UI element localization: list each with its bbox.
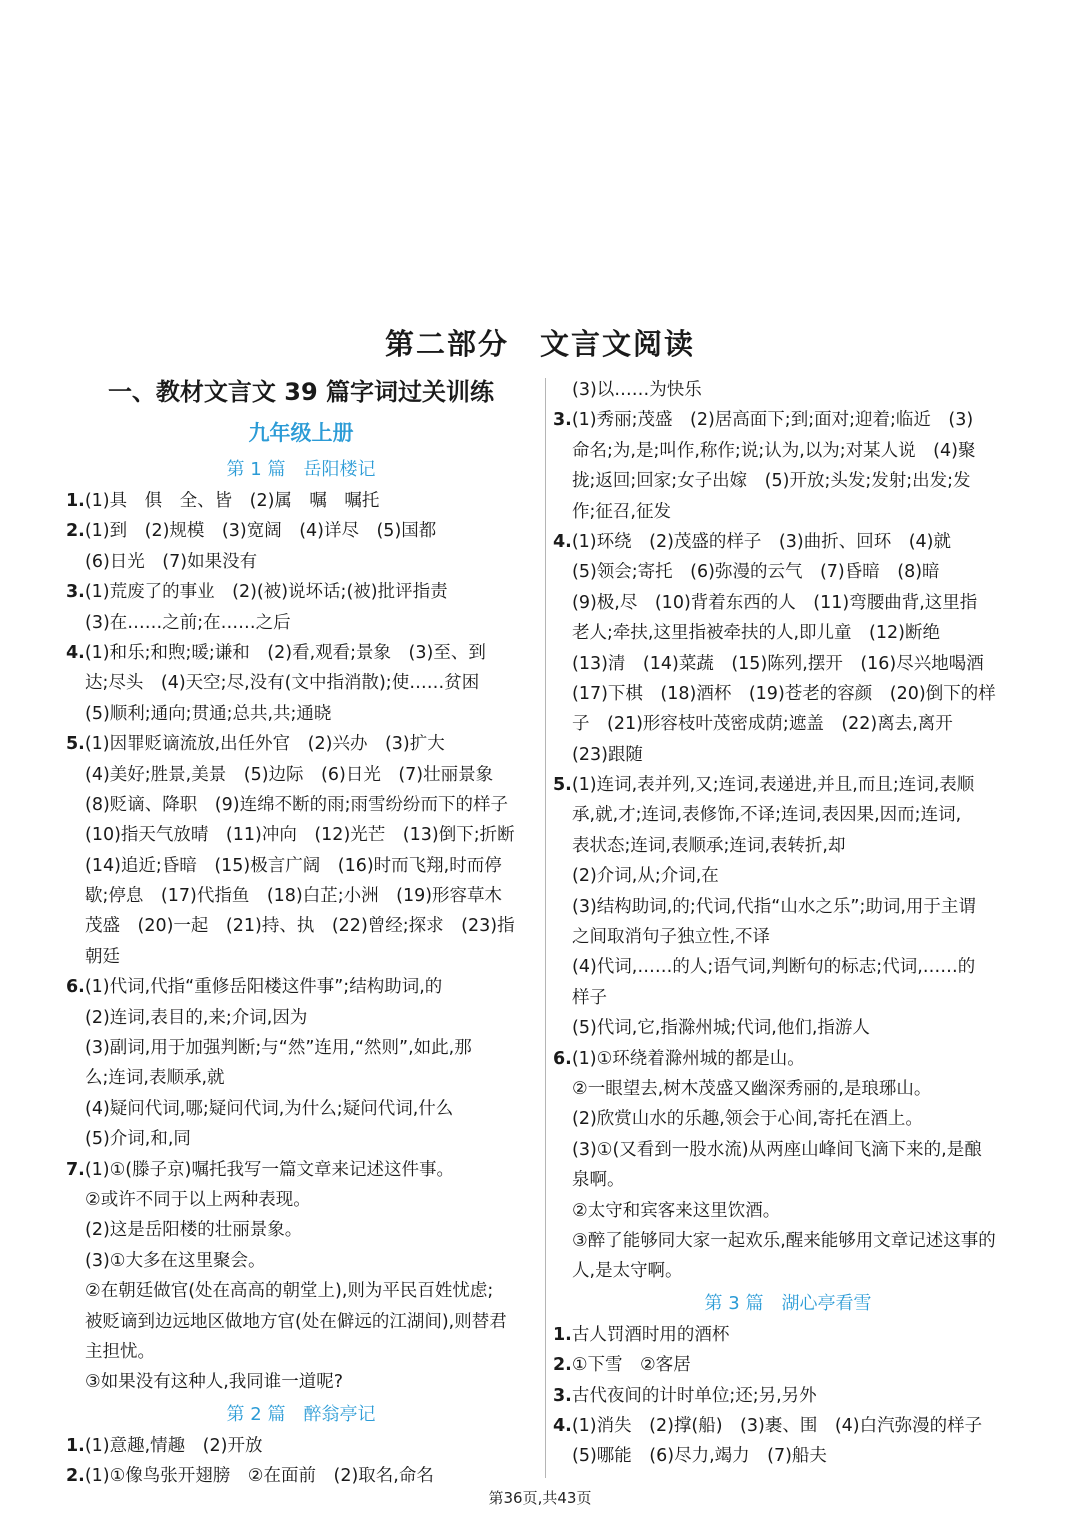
answer-text: 人,是太守啊。 [572, 1261, 683, 1282]
answer-text: 老人;牵扶,这里指被牵扶的人,即儿童 (12)断绝 [572, 623, 940, 644]
answer-text: 茂盛 (20)一起 (21)持、执 (22)曾经;探求 (23)指 [85, 916, 515, 937]
question-number: 2. [553, 1355, 572, 1376]
answer-line [66, 1307, 536, 1337]
answer-line [553, 405, 1023, 435]
answer-text: 古人罚酒时用的酒杯 [571, 1324, 730, 1345]
answer-line [66, 1063, 536, 1093]
answer-line [553, 649, 1023, 679]
part-title: 第二部分 文言文阅读 [384, 327, 695, 361]
answer-line [553, 588, 1023, 618]
answer-line [553, 861, 1023, 891]
answer-text: 子 (21)形容枝叶茂密成荫;遮盖 (22)离去,离开 [572, 714, 953, 735]
answer-text: (2)欣赏山水的乐趣,领会于心间,寄托在酒上。 [572, 1109, 923, 1130]
answer-text: 朝廷 [85, 946, 120, 967]
answer-line [553, 800, 1023, 830]
answer-text: 古代夜间的计时单位;还;另,另外 [571, 1385, 817, 1406]
question-number: 1. [553, 1324, 572, 1345]
answer-line [553, 375, 1023, 405]
answer-line [66, 1246, 536, 1276]
answer-line [66, 820, 536, 850]
answer-text: (3)以……为快乐 [572, 380, 702, 400]
answer-text: 么;连词,表顺承,就 [85, 1068, 225, 1089]
answer-line [66, 486, 536, 516]
column-divider [545, 378, 546, 1478]
answer-text: (2)这是岳阳楼的壮丽景象。 [85, 1220, 303, 1241]
answer-text: (9)极,尽 (10)背着东西的人 (11)弯腰曲背,这里指 [572, 592, 978, 613]
answer-text: 表状态;连词,表顺承;连词,表转折,却 [572, 835, 846, 856]
answer-line [553, 952, 1023, 982]
answer-line [553, 831, 1023, 861]
answer-text: (5)顺利;通向;贯通;总共,共;通晓 [85, 703, 332, 724]
chapter-1-answers [66, 486, 536, 1398]
answer-text: (3)①(又看到一股水流)从两座山峰间飞滴下来的,是酿 [572, 1139, 982, 1160]
answer-line [553, 1411, 1023, 1441]
answer-line [66, 1124, 536, 1154]
answer-text: ③如果没有这种人,我同谁一道呢? [85, 1372, 344, 1393]
answer-line [66, 851, 536, 881]
question-number: 5. [66, 734, 85, 755]
answer-text: (3)在……之前;在……之后 [85, 612, 291, 633]
answer-text: (5)介词,和,同 [85, 1129, 191, 1150]
grade-title: 九年级上册 [248, 421, 354, 445]
question-number: 3. [66, 582, 85, 603]
answer-line [553, 709, 1023, 739]
answer-text: (1)①(滕子京)嘱托我写一篇文章来记述这件事。 [84, 1159, 454, 1180]
question-number: 4. [66, 642, 85, 663]
answer-text: (1)秀丽;茂盛 (2)居高面下;到;面对;迎着;临近 (3) [571, 410, 974, 431]
answer-line [553, 618, 1023, 648]
chapter-2-answers [66, 1431, 536, 1492]
answer-text: ②一眼望去,树木茂盛又幽深秀丽的,是琅琊山。 [572, 1078, 932, 1099]
answer-text: (1)和乐;和煦;暖;谦和 (2)看,观看;景象 (3)至、到 [84, 642, 486, 663]
answer-text: 命名;为,是;叫作,称作;说;认为,以为;对某人说 (4)聚 [572, 440, 976, 461]
answer-text: (10)指天气放晴 (11)冲向 (12)光芒 (13)倒下;折断 [85, 825, 515, 846]
answer-line [553, 679, 1023, 709]
question-number: 2. [66, 521, 85, 542]
answer-text: (14)追近;昏暗 (15)极言广阔 (16)时而飞翔,时而停 [85, 855, 502, 876]
answer-text: (5)领会;寄托 (6)弥漫的云气 (7)昏暗 (8)暗 [572, 562, 940, 583]
answer-line [66, 1185, 536, 1215]
answer-text: 主担忧。 [85, 1341, 155, 1362]
answer-text: (1)意趣,情趣 (2)开放 [84, 1435, 263, 1456]
page-footer: 第36页,共43页 [488, 1489, 592, 1507]
answer-line [66, 699, 536, 729]
right-column [553, 375, 1023, 1472]
answer-line [66, 1431, 536, 1461]
answer-line [553, 892, 1023, 922]
answer-text: (1)到 (2)规模 (3)宽阔 (4)详尽 (5)国都 [84, 521, 437, 542]
answer-line [66, 881, 536, 911]
answer-text: 达;尽头 (4)天空;尽,没有(文中指消散);使……贫困 [85, 673, 480, 694]
answer-text: (23)跟随 [572, 744, 643, 765]
section-title: 一、教材文言文 39 篇字词过关训练 [107, 378, 495, 406]
chapter-1-title: 第 1 篇 岳阳楼记 [226, 459, 376, 480]
answer-text: 被贬谪到边远地区做地方官(处在僻远的江湖间),则替君 [85, 1311, 507, 1332]
answer-text: (1)①像鸟张开翅膀 ②在面前 (2)取名,命名 [84, 1466, 434, 1487]
answer-line [66, 1033, 536, 1063]
question-number: 1. [66, 1435, 85, 1456]
question-number: 4. [553, 1415, 572, 1436]
answer-line [553, 497, 1023, 527]
answer-text: (1)连词,表并列,又;连词,表递进,并且,而且;连词,表顺 [571, 775, 975, 796]
question-number: 2. [66, 1466, 85, 1487]
answer-line [553, 1441, 1023, 1471]
answer-text: (2)连词,表目的,来;介词,因为 [85, 1007, 308, 1028]
answer-line [553, 1074, 1023, 1104]
question-number: 5. [553, 775, 572, 796]
answer-line [553, 1196, 1023, 1226]
answer-line [553, 1350, 1023, 1380]
answer-text: 样子 [572, 987, 607, 1008]
answer-line [66, 577, 536, 607]
answer-text: (3)①大多在这里聚会。 [85, 1250, 266, 1271]
answer-line [553, 466, 1023, 496]
answer-text: (1)具 俱 全、皆 (2)属 嘱 嘱托 [84, 491, 380, 511]
answer-text: 泉啊。 [572, 1170, 625, 1191]
answer-line [553, 740, 1023, 770]
left-column [66, 375, 536, 1492]
answer-line [66, 638, 536, 668]
answer-text: (13)清 (14)菜蔬 (15)陈列,摆开 (16)尽兴地喝酒 [572, 653, 984, 674]
answer-text: (2)介词,从;介词,在 [572, 866, 719, 887]
answer-text: (4)疑问代词,哪;疑问代词,为什么;疑问代词,什么 [85, 1098, 454, 1119]
answer-text: (1)荒废了的事业 (2)(被)说坏话;(被)批评指责 [84, 582, 448, 603]
answer-line [553, 1256, 1023, 1286]
chapter-2-title: 第 2 篇 醉翁亭记 [226, 1403, 376, 1425]
answer-text: (1)消失 (2)撑(船) (3)裹、围 (4)白汽弥漫的样子 [571, 1415, 983, 1436]
answer-text: (4)美好;胜景,美景 (5)边际 (6)日光 (7)壮丽景象 [85, 764, 494, 785]
answer-line [553, 1013, 1023, 1043]
answer-line [66, 1276, 536, 1306]
answer-text: (1)环绕 (2)茂盛的样子 (3)曲折、回环 (4)就 [571, 531, 951, 552]
answer-line [66, 1003, 536, 1033]
answer-text: (5)哪能 (6)尽力,竭力 (7)船夫 [572, 1446, 827, 1467]
answer-text: (17)下棋 (18)酒杯 (19)苍老的容颜 (20)倒下的样 [572, 683, 996, 704]
answer-text: (1)代词,代指“重修岳阳楼这件事”;结构助词,的 [84, 977, 443, 998]
answer-line [66, 516, 536, 546]
answer-line [553, 983, 1023, 1013]
chapter-2-answers-continued [553, 375, 1023, 1287]
answer-line [553, 770, 1023, 800]
answer-line [66, 547, 536, 577]
answer-line [66, 1094, 536, 1124]
answer-line [66, 1215, 536, 1245]
answer-text: 作;征召,征发 [572, 501, 671, 522]
chapter-3-title: 第 3 篇 湖心亭看雪 [704, 1292, 872, 1314]
answer-text: (5)代词,它,指滁州城;代词,他们,指游人 [572, 1018, 870, 1039]
answer-text: ②在朝廷做官(处在高高的朝堂上),则为平民百姓忧虑; [85, 1281, 494, 1302]
question-number: 6. [553, 1048, 572, 1069]
answer-line [553, 1381, 1023, 1411]
answer-text: (3)结构助词,的;代词,代指“山水之乐”;助词,用于主谓 [572, 896, 976, 917]
answer-text: ③醉了能够同大家一起欢乐,醒来能够用文章记述这事的 [572, 1230, 996, 1251]
question-number: 1. [66, 491, 85, 511]
answer-text: (6)日光 (7)如果没有 [85, 551, 258, 572]
answer-line [553, 527, 1023, 557]
answer-line [553, 1044, 1023, 1074]
answer-text: ①下雪 ②客居 [571, 1355, 691, 1376]
answer-text: 歇;停息 (17)代指鱼 (18)白芷;小洲 (19)形容草木 [85, 886, 503, 907]
answer-text: (8)贬谪、降职 (9)连绵不断的雨;雨雪纷纷而下的样子 [85, 794, 508, 815]
answer-line [66, 1337, 536, 1367]
question-number: 4. [553, 531, 572, 552]
answer-line [553, 557, 1023, 587]
answer-line [66, 608, 536, 638]
answer-line [553, 922, 1023, 952]
answer-line [66, 790, 536, 820]
answer-line [66, 760, 536, 790]
answer-line [66, 729, 536, 759]
answer-line [553, 1165, 1023, 1195]
question-number: 3. [553, 410, 572, 431]
answer-text: 承,就,才;连词,表修饰,不译;连词,表因果,因而;连词, [572, 805, 962, 826]
answer-line [66, 668, 536, 698]
answer-text: (1)①环绕着滁州城的都是山。 [571, 1048, 805, 1069]
answer-text: (4)代词,……的人;语气词,判断句的标志;代词,……的 [572, 957, 976, 978]
answer-line [66, 1155, 536, 1185]
question-number: 7. [66, 1159, 85, 1180]
question-number: 6. [66, 977, 85, 998]
answer-line [66, 1367, 536, 1397]
answer-line [66, 942, 536, 972]
answer-line [553, 436, 1023, 466]
answer-text: ②或许不同于以上两种表现。 [85, 1189, 311, 1210]
answer-text: (3)副词,用于加强判断;与“然”连用,“然则”,如此,那 [85, 1038, 472, 1059]
answer-line [66, 911, 536, 941]
answer-line [553, 1135, 1023, 1165]
answer-line [553, 1104, 1023, 1134]
chapter-3-answers [553, 1320, 1023, 1472]
answer-line [553, 1226, 1023, 1256]
answer-text: (1)因罪贬谪流放,出任外官 (2)兴办 (3)扩大 [84, 734, 445, 755]
question-number: 3. [553, 1385, 572, 1406]
answer-text: 之间取消句子独立性,不译 [572, 927, 771, 948]
answer-line [66, 972, 536, 1002]
answer-text: ②太守和宾客来这里饮酒。 [572, 1200, 781, 1221]
answer-text: 拢;返回;回家;女子出嫁 (5)开放;头发;发射;出发;发 [572, 471, 971, 492]
answer-line [553, 1320, 1023, 1350]
